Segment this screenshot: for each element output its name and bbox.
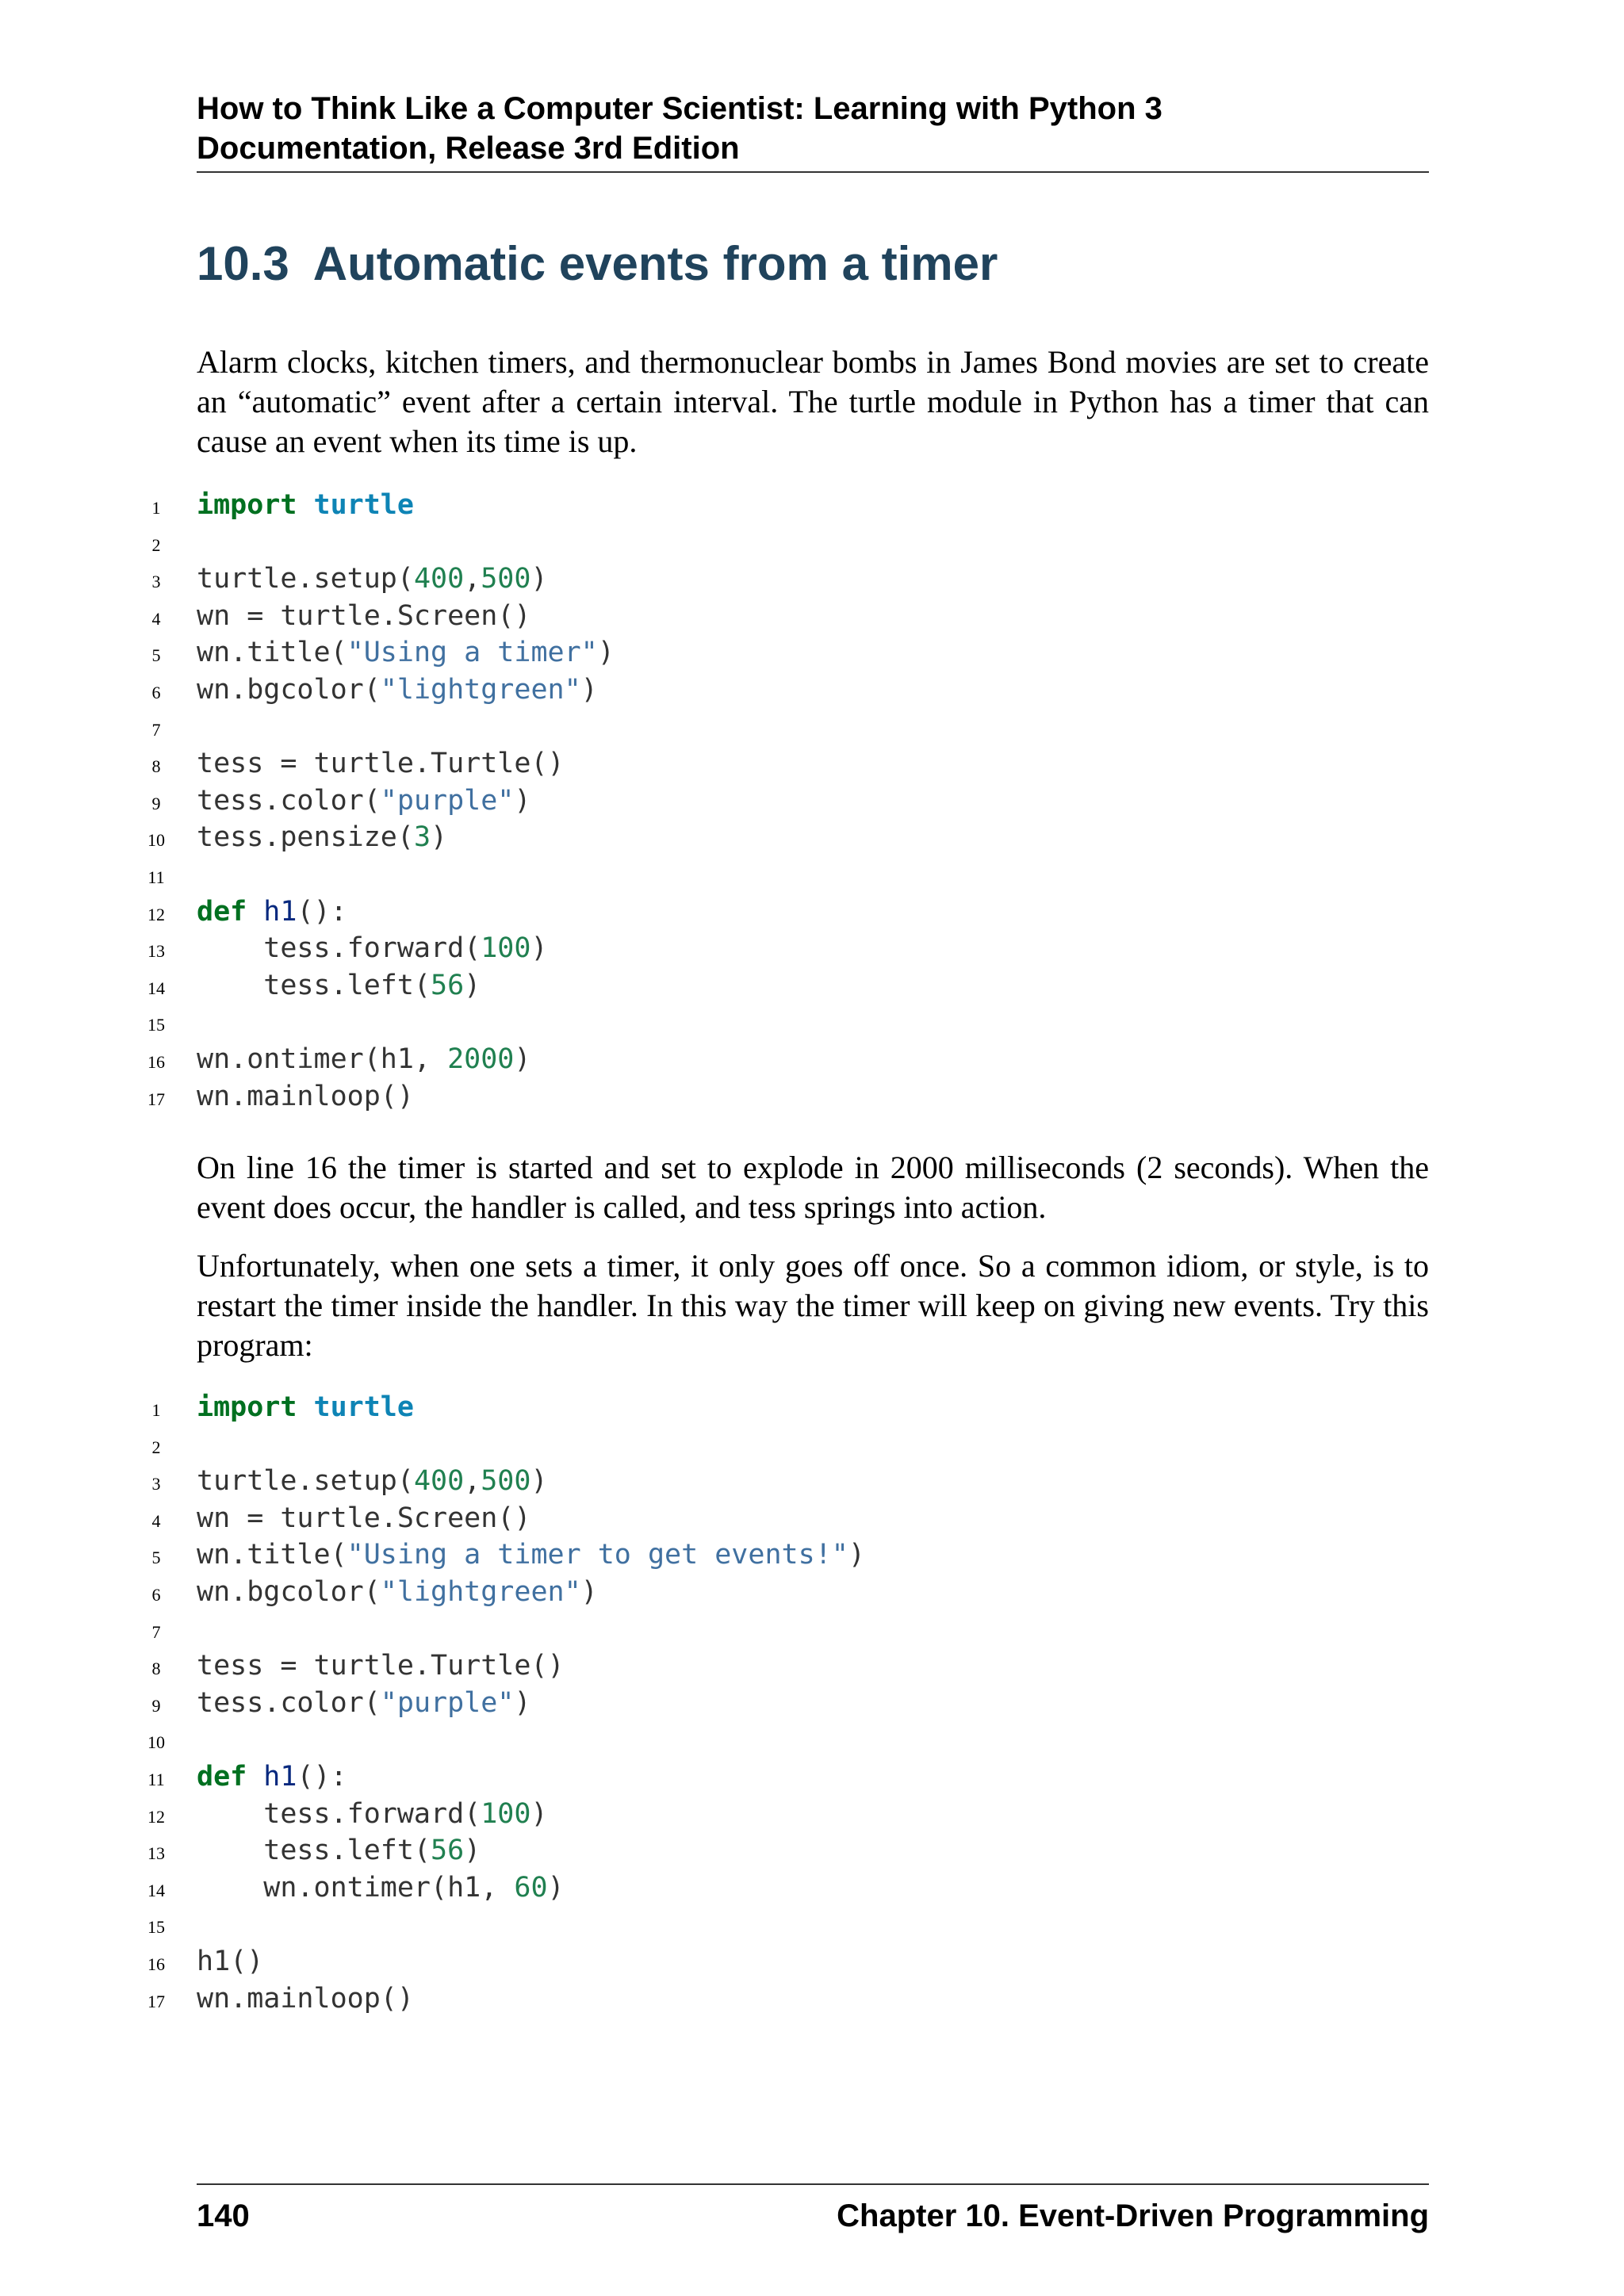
code-text (197, 1758, 347, 1796)
code-line (143, 1574, 1429, 1611)
code-token: "lightgreen" (380, 1575, 581, 1608)
code-token: ) (514, 1686, 531, 1719)
code-line (143, 709, 1429, 746)
code-line (143, 487, 1429, 524)
section-title-text: Automatic events from a timer (312, 237, 998, 290)
code-text (197, 894, 347, 931)
page-footer (197, 2183, 1429, 2236)
code-text (197, 1980, 414, 2018)
code-line (143, 1796, 1429, 1833)
line-number: 11 (147, 867, 165, 887)
code-token: "Using a timer" (347, 637, 598, 669)
code-text (197, 783, 530, 820)
code-token: def (197, 895, 247, 928)
code-token: tess = turtle.Turtle() (197, 748, 565, 780)
code-token: wn.ontimer(h1, (197, 1043, 448, 1075)
code-token: 500 (481, 563, 531, 595)
code-token (247, 1761, 263, 1793)
line-number: 17 (147, 1089, 165, 1109)
code-token: turtle (313, 489, 414, 521)
chapter-title: Chapter 10. Event-Driven Programming (837, 2198, 1429, 2233)
code-token: 3 (413, 821, 431, 854)
line-number: 1 (151, 1400, 161, 1420)
line-number: 11 (147, 1769, 165, 1789)
code-line (143, 1758, 1429, 1796)
code-token: wn.bgcolor( (197, 673, 381, 706)
code-token: def (197, 1760, 247, 1793)
code-token: 2000 (447, 1043, 515, 1075)
code-text (197, 487, 414, 524)
code-text (197, 634, 615, 672)
code-line (143, 1832, 1429, 1869)
line-number: 7 (151, 719, 161, 740)
line-number: 15 (147, 1917, 165, 1938)
code-block-timer (143, 487, 1429, 1115)
code-text (197, 1500, 530, 1537)
code-token: 100 (481, 1797, 531, 1830)
line-number: 2 (151, 1437, 161, 1457)
code-token: ) (848, 1539, 865, 1571)
code-line (143, 561, 1429, 598)
code-line (143, 1721, 1429, 1758)
code-token: 400 (413, 1465, 465, 1498)
code-token: h1() (197, 1945, 264, 1977)
code-text (197, 930, 548, 967)
code-token: 400 (413, 563, 465, 595)
code-token: tess.color( (197, 784, 381, 817)
code-token: ) (597, 637, 615, 669)
restart-timer-paragraph: Unfortunately, when one sets a timer, it only goes off once. So a common idiom, or style, is to restart the timer inside the handler. In this way the timer will keep on giving new events. Try this program: (197, 1248, 1429, 1363)
code-token: wn.title( (197, 1539, 347, 1571)
code-line (143, 819, 1429, 856)
code-token: ) (530, 1465, 548, 1498)
code-text (197, 819, 447, 856)
section-number: 10.3 (197, 237, 289, 290)
code-line (143, 1980, 1429, 2018)
line-number: 10 (147, 1732, 165, 1753)
code-token: import (197, 1391, 297, 1423)
code-token: 60 (514, 1871, 548, 1904)
code-token: (): (297, 895, 347, 928)
code-token: ) (464, 969, 481, 1001)
code-token: (): (297, 1760, 347, 1793)
line-number: 16 (147, 1051, 165, 1072)
line-number: 4 (151, 1510, 161, 1531)
code-text (197, 1869, 565, 1907)
code-token: "lightgreen" (380, 673, 581, 706)
line-number: 3 (151, 572, 161, 592)
code-text (197, 561, 548, 598)
line-number: 4 (151, 608, 161, 629)
line-number: 5 (151, 645, 161, 666)
code-line (143, 856, 1429, 894)
line-number: 15 (147, 1015, 165, 1035)
code-line (143, 672, 1429, 709)
code-token (297, 1391, 313, 1423)
code-text (197, 1078, 414, 1115)
code-token: ) (530, 932, 548, 965)
code-token: tess.pensize( (197, 821, 414, 854)
code-line (143, 598, 1429, 635)
code-line (143, 1041, 1429, 1078)
code-line (143, 783, 1429, 820)
code-token: wn.mainloop() (197, 1982, 414, 2015)
code-line (143, 524, 1429, 561)
code-token: , (464, 1465, 481, 1498)
code-token: tess.left( (197, 969, 431, 1001)
line-number: 12 (147, 1806, 165, 1827)
line-number: 9 (151, 1695, 161, 1716)
line-number: 16 (147, 1954, 165, 1974)
code-line (143, 1389, 1429, 1426)
code-text (197, 598, 530, 635)
code-line (143, 1611, 1429, 1648)
code-token (297, 489, 313, 521)
code-token: import (197, 489, 297, 521)
code-line (143, 745, 1429, 783)
explanation-paragraph: On line 16 the timer is started and set to explode in 2000 milliseconds (2 seconds). When the event does occur, the handler is called, and tess springs into action. (197, 1150, 1429, 1225)
code-token: tess.left( (197, 1835, 431, 1867)
code-line (143, 634, 1429, 672)
code-text (197, 1463, 548, 1500)
header-line-1: How to Think Like a Computer Scientist: Learning with Python 3 (197, 91, 1162, 126)
code-line (143, 1536, 1429, 1574)
line-number: 6 (151, 682, 161, 702)
code-text (197, 1943, 263, 1980)
code-token: ) (547, 1871, 565, 1904)
code-token: turtle.setup( (197, 1465, 414, 1498)
code-text (197, 1041, 530, 1078)
line-number: 1 (151, 498, 161, 518)
code-text (197, 745, 565, 783)
line-number: 12 (147, 904, 165, 924)
code-token: wn.title( (197, 637, 347, 669)
code-text (197, 967, 481, 1004)
code-token: , (464, 563, 481, 595)
code-token: wn.mainloop() (197, 1080, 414, 1112)
line-number: 8 (151, 756, 161, 777)
line-number: 5 (151, 1548, 161, 1568)
code-text (197, 1536, 865, 1574)
code-token: "purple" (380, 784, 515, 817)
code-token: ) (580, 1575, 598, 1608)
code-line (143, 1943, 1429, 1980)
code-line (143, 1463, 1429, 1500)
page-number: 140 (197, 2198, 250, 2233)
line-number: 3 (151, 1474, 161, 1494)
line-number: 14 (147, 1880, 165, 1900)
code-line (143, 1426, 1429, 1464)
code-token: ) (464, 1835, 481, 1867)
code-token: "purple" (380, 1686, 515, 1719)
code-line (143, 1078, 1429, 1115)
code-token: ) (530, 563, 548, 595)
code-token: h1 (263, 895, 297, 928)
line-number: 9 (151, 793, 161, 813)
code-line (143, 1869, 1429, 1907)
line-number: 2 (151, 534, 161, 555)
line-number: 8 (151, 1659, 161, 1679)
code-token (247, 896, 263, 928)
code-token: ) (431, 821, 448, 854)
code-text (197, 1796, 548, 1833)
code-line (143, 1647, 1429, 1685)
code-line (143, 1906, 1429, 1943)
code-token: 100 (481, 932, 531, 965)
code-text (197, 1389, 414, 1426)
line-number: 13 (147, 941, 165, 962)
line-number: 6 (151, 1584, 161, 1605)
header-line-2: Documentation, Release 3rd Edition (197, 131, 740, 166)
line-number: 10 (147, 830, 165, 851)
line-number: 17 (147, 1991, 165, 2011)
code-line (143, 967, 1429, 1004)
code-token: ) (580, 673, 598, 706)
code-line (143, 894, 1429, 931)
code-line (143, 1685, 1429, 1722)
code-token: wn.bgcolor( (197, 1575, 381, 1608)
code-token: wn = turtle.Screen() (197, 599, 531, 632)
running-header (197, 89, 1429, 173)
code-token: tess.forward( (197, 1797, 481, 1830)
code-line (143, 1500, 1429, 1537)
code-token: tess.color( (197, 1686, 381, 1719)
section-title (197, 236, 998, 292)
code-token: 56 (431, 969, 465, 1001)
code-token: wn.ontimer(h1, (197, 1871, 515, 1904)
code-token: turtle.setup( (197, 563, 414, 595)
code-line (143, 930, 1429, 967)
code-token: turtle (313, 1391, 414, 1423)
code-token: ) (514, 784, 531, 817)
intro-paragraph: Alarm clocks, kitchen timers, and thermonuclear bombs in James Bond movies are set to create an “automatic” event after a certain interval. The turtle module in Python has a timer that can cause an event when its time is up. (197, 344, 1429, 459)
code-token: tess.forward( (197, 932, 481, 965)
code-text (197, 1574, 598, 1611)
code-text (197, 672, 598, 709)
code-line (143, 1004, 1429, 1041)
code-text (197, 1832, 481, 1869)
code-token: 56 (431, 1835, 465, 1867)
code-text (197, 1685, 530, 1722)
code-text (197, 1647, 565, 1685)
line-number: 7 (151, 1621, 161, 1642)
code-token: tess = turtle.Turtle() (197, 1650, 565, 1682)
code-token: ) (530, 1797, 548, 1830)
code-block-repeating-timer (143, 1389, 1429, 2017)
code-token: 500 (481, 1465, 531, 1498)
code-token: "Using a timer to get events!" (347, 1539, 848, 1571)
code-token: h1 (263, 1760, 297, 1793)
line-number: 13 (147, 1843, 165, 1864)
line-number: 14 (147, 978, 165, 998)
code-token: ) (514, 1043, 531, 1075)
code-token: wn = turtle.Screen() (197, 1502, 531, 1534)
